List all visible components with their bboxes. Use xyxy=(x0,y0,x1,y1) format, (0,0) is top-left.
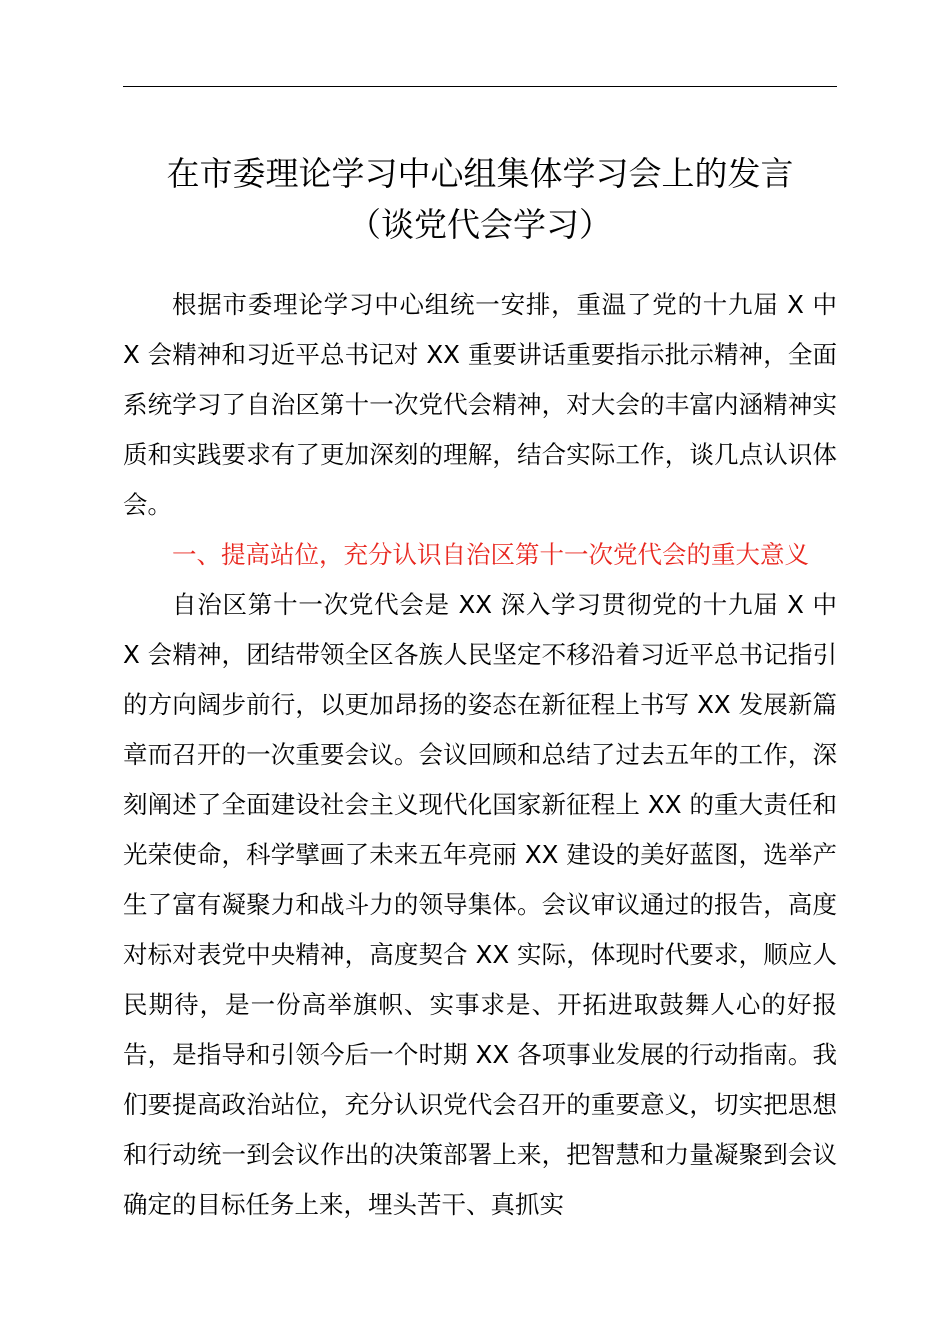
document-body xyxy=(123,280,837,1230)
header-rule xyxy=(123,86,837,87)
section-heading: 一、提高站位，充分认识自治区第十一次党代会的重大意义 xyxy=(172,540,809,569)
section-paragraph: 自治区第十一次党代会是 XX 深入学习贯彻党的十九届 X 中 X 会精神，团结带领全区各族人民坚定不移沿着习近平总书记指引的方向阔步前行，以更加昂扬的姿态在新征程上书写 XX 发展新篇章而召开的一次重要会议。会议回顾和总结了过去五年的工作，深刻阐述了全面建设社会主义现代化国家新征程上 XX 的重大责任和光荣使命，科学擘画了未来五年亮丽 XX 建设的美好蓝图，选举产生了富有凝聚力和战斗力的领导集体。会议审议通过的报告，高度对标对表党中央精神，高度契合 XX 实际，体现时代要求，顺应人民期待，是一份高举旗帜、实事求是、开拓进取鼓舞人心的好报告，是指导和引领今后一个时期 XX 各项事业发展的行动指南。我们要提高政治站位，充分认识党代会召开的重要意义，切实把思想和行动统一到会议作出的决策部署上来，把智慧和力量凝聚到会议确定的目标任务上来，埋头苦干、真抓实 xyxy=(123,590,838,1219)
document-title: 在市委理论学习中心组集体学习会上的发言 xyxy=(166,154,794,193)
document-subtitle: （谈党代会学习） xyxy=(348,205,612,244)
intro-paragraph: 根据市委理论学习中心组统一安排，重温了党的十九届 X 中 X 会精神和习近平总书记对 XX 重要讲话重要指示批示精神，全面系统学习了自治区第十一次党代会精神，对大会的丰富内涵精神实质和实践要求有了更加深刻的理解，结合实际工作，谈几点认识体会。 xyxy=(123,290,837,519)
